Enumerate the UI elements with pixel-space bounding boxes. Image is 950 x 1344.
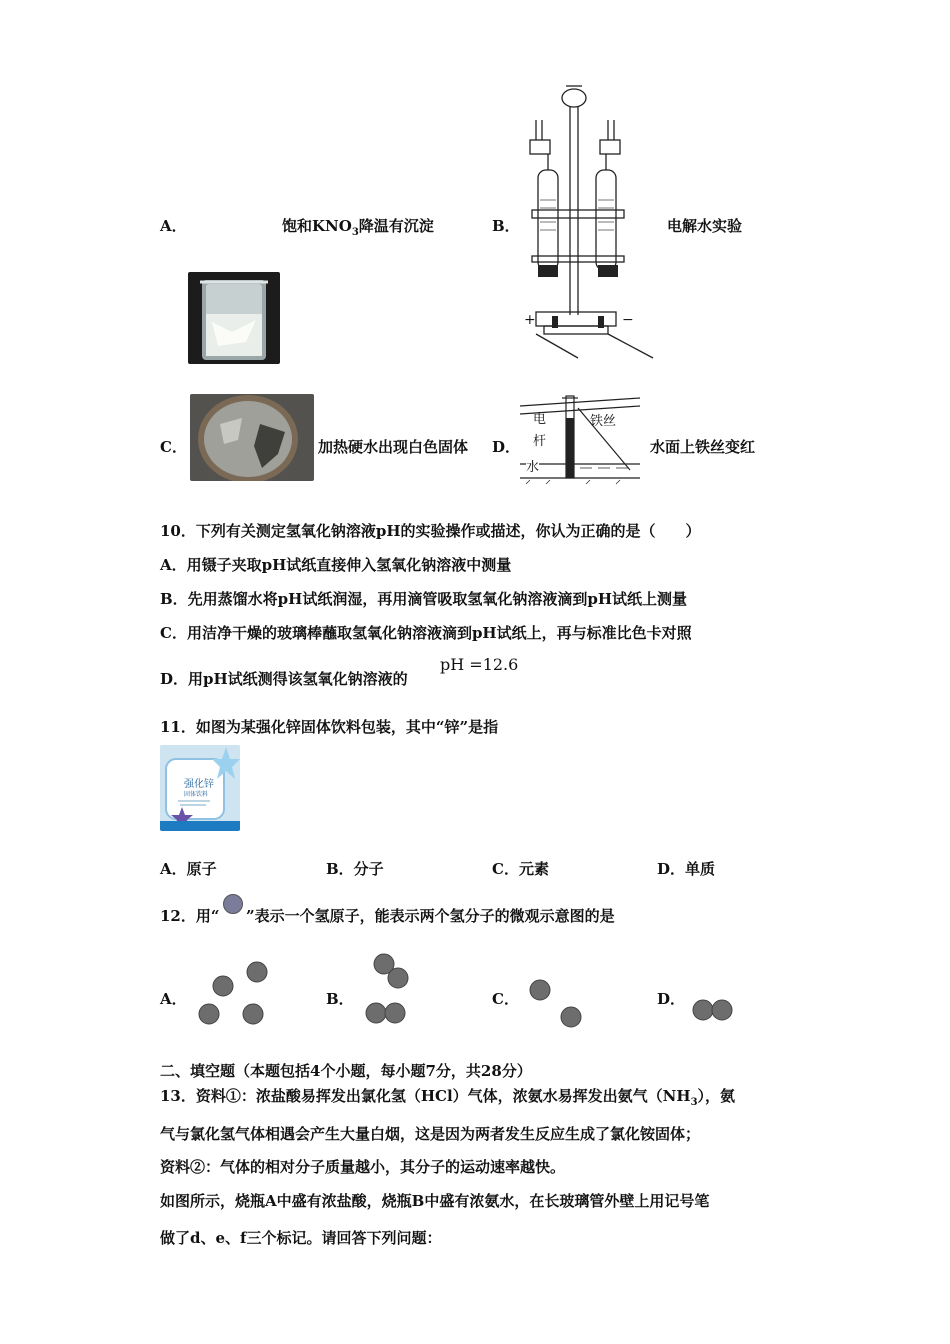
q12-option-b-letter: B． — [326, 990, 354, 1008]
q10-option-d-formula: pH =12.6 — [440, 655, 519, 674]
q13-line-3: 资料②：气体的相对分子质量越小，其分子的运动速率越快。 — [160, 1158, 566, 1176]
q10-option-b: B．先用蒸馏水将pH试纸润湿，再用滴管吸取氢氧化钠溶液滴到pH试纸上测量 — [160, 590, 688, 608]
q13-line-1: 13．资料①：浓盐酸易挥发出氯化氢（HCl）气体，浓氨水易挥发出氨气$(NH_3)$，氨 — [160, 1087, 736, 1108]
q13-line-5: 做了d、e、f三个标记。请回答下列问题： — [160, 1229, 442, 1247]
q12-option-d-letter: D． — [657, 990, 686, 1008]
q10-option-c: C．用洁净干燥的玻璃棒蘸取氢氧化钠溶液滴到pH试纸上，再与标准比色卡对照 — [160, 624, 692, 642]
pole-label-2: 杆 — [533, 434, 547, 449]
hard-water-photo — [190, 394, 314, 481]
q12-stem-post: ”表示一个氢原子，能表示两个氢分子的微观示意图的是 — [246, 907, 615, 925]
q12-option-a-letter: A． — [160, 990, 187, 1008]
beaker-photo — [188, 272, 280, 364]
q11-option-b: B．分子 — [326, 860, 384, 878]
q9-option-a-letter: A． — [160, 217, 187, 235]
q9-option-c-text: 加热硬水出现白色固体 — [318, 438, 469, 456]
q10-stem: 10．下列有关测定氢氧化钠溶液pH的实验操作或描述，你认为正确的是（ ） — [160, 522, 701, 540]
package-label: 强化锌 — [184, 779, 214, 790]
q9-option-c-letter: C． — [160, 438, 187, 456]
q10-option-a: A．用镊子夹取pH试纸直接伸入氢氧化钠溶液中测量 — [160, 556, 512, 574]
negative-electrode-label: − — [622, 312, 634, 328]
q12-option-c-letter: C． — [492, 990, 519, 1008]
q10-option-d: D．用pH试纸测得该氢氧化钠溶液的 — [160, 670, 408, 688]
hard-water-image — [190, 394, 314, 481]
positive-electrode-label: + — [524, 312, 536, 328]
q12-option-d-diagram — [690, 998, 740, 1024]
q12-option-b-diagram — [360, 952, 420, 1028]
q13-line-2: 气与氯化氢气体相遇会产生大量白烟，这是因为两者发生反应生成了氯化铵固体； — [160, 1125, 701, 1143]
wire-label: 铁丝 — [590, 414, 617, 429]
package-sub-label: 固体饮料 — [184, 791, 209, 798]
pole-label-1: 电 — [533, 412, 547, 427]
q9-option-b-text: 电解水实验 — [667, 217, 743, 235]
water-label: 水 — [526, 456, 539, 475]
q13-line-4: 如图所示，烧瓶A中盛有浓盐酸，烧瓶B中盛有浓氨水，在长玻璃管外壁上用记号笔 — [160, 1192, 710, 1210]
hydrogen-atom-symbol — [221, 893, 245, 917]
q12-option-a-diagram — [195, 958, 275, 1028]
beaker-image — [188, 272, 280, 364]
q9-option-d-text: 水面上铁丝变红 — [650, 438, 756, 456]
q9-option-b-letter: B． — [492, 217, 520, 235]
q12-stem-pre: 12．用“ — [160, 907, 220, 925]
zinc-drink-package — [160, 745, 240, 831]
q11-option-c: C．元素 — [492, 860, 549, 878]
q12-option-c-diagram — [526, 976, 586, 1032]
q9-option-d-letter: D． — [492, 438, 521, 456]
electrolysis-apparatus — [518, 80, 658, 360]
q9-option-a-text: 饱和$KNO_3$降温有沉淀 — [282, 217, 434, 238]
q11-stem: 11．如图为某强化锌固体饮料包装，其中“锌”是指 — [160, 718, 499, 736]
section-2-title: 二、填空题（本题包括4个小题，每小题7分，共28分） — [160, 1062, 532, 1080]
q11-option-d: D．单质 — [657, 860, 716, 878]
q11-option-a: A．原子 — [160, 860, 217, 878]
